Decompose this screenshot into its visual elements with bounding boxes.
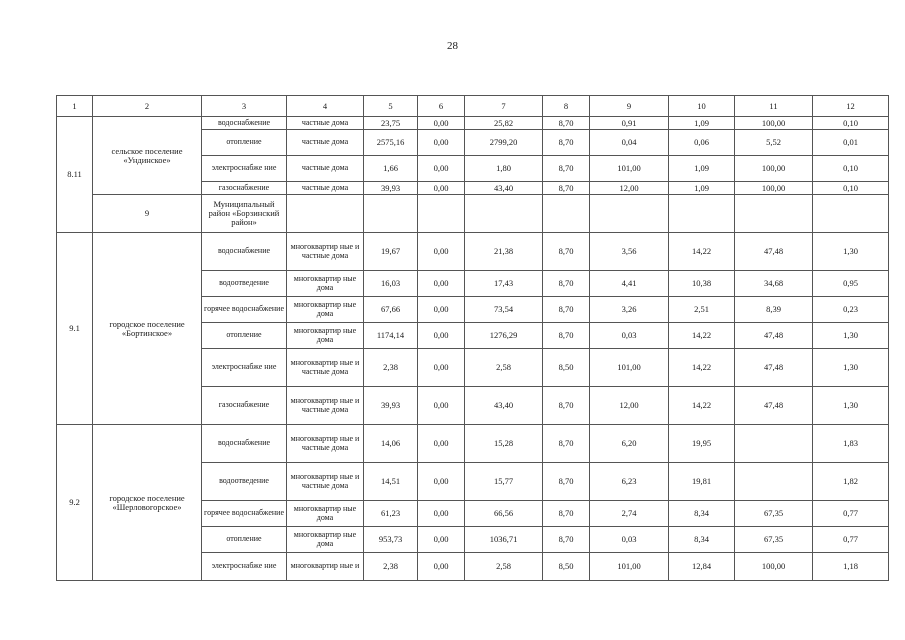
value-cell	[543, 195, 590, 233]
building-type-cell: многоквартир ные и частные дома	[287, 387, 364, 425]
service-cell: электроснабже ние	[202, 156, 287, 182]
data-table	[56, 95, 889, 581]
building-type-cell: частные дома	[287, 156, 364, 182]
service-cell: отопление	[202, 130, 287, 156]
row-number-cell: 9	[93, 195, 202, 233]
value-cell: 0,00	[418, 271, 465, 297]
building-type-cell: многоквартир ные и частные дома	[287, 463, 364, 501]
page-number: 28	[447, 40, 458, 52]
value-cell: 0,06	[669, 130, 735, 156]
value-cell: 2,38	[364, 553, 418, 581]
value-cell: 100,00	[735, 117, 813, 130]
value-cell: 14,22	[669, 387, 735, 425]
value-cell: 100,00	[735, 553, 813, 581]
service-cell: электроснабже ние	[202, 349, 287, 387]
building-type-cell: многоквартир ные дома	[287, 323, 364, 349]
value-cell: 43,40	[465, 182, 543, 195]
value-cell: 8,70	[543, 323, 590, 349]
column-header: 8	[543, 96, 590, 117]
building-type-cell: многоквартир ные дома	[287, 501, 364, 527]
value-cell: 8,34	[669, 501, 735, 527]
value-cell: 8,70	[543, 182, 590, 195]
value-cell: 0,10	[813, 182, 889, 195]
value-cell	[813, 195, 889, 233]
table-row	[57, 233, 889, 271]
value-cell: 1036,71	[465, 527, 543, 553]
table-row	[57, 117, 889, 130]
value-cell: 23,75	[364, 117, 418, 130]
value-cell: 0,00	[418, 117, 465, 130]
value-cell: 39,93	[364, 387, 418, 425]
value-cell: 1,83	[813, 425, 889, 463]
value-cell: 1,30	[813, 349, 889, 387]
value-cell: 0,00	[418, 349, 465, 387]
value-cell	[735, 195, 813, 233]
value-cell: 0,95	[813, 271, 889, 297]
value-cell: 8,70	[543, 387, 590, 425]
value-cell: 3,26	[590, 297, 669, 323]
value-cell: 19,81	[669, 463, 735, 501]
value-cell: 0,04	[590, 130, 669, 156]
value-cell: 8,70	[543, 463, 590, 501]
service-cell: газоснабжение	[202, 182, 287, 195]
value-cell: 0,00	[418, 425, 465, 463]
value-cell: 101,00	[590, 349, 669, 387]
value-cell: 3,56	[590, 233, 669, 271]
building-type-cell: многоквартир ные и частные дома	[287, 349, 364, 387]
value-cell: 1,82	[813, 463, 889, 501]
service-cell: отопление	[202, 527, 287, 553]
value-cell: 17,43	[465, 271, 543, 297]
value-cell: 2,51	[669, 297, 735, 323]
table-header-row	[57, 96, 889, 117]
value-cell: 39,93	[364, 182, 418, 195]
value-cell: 1276,29	[465, 323, 543, 349]
value-cell: 100,00	[735, 182, 813, 195]
value-cell: 47,48	[735, 387, 813, 425]
value-cell: 1,30	[813, 323, 889, 349]
building-type-cell: многоквартир ные дома	[287, 527, 364, 553]
value-cell: 19,67	[364, 233, 418, 271]
value-cell: 12,00	[590, 182, 669, 195]
value-cell: 100,00	[735, 156, 813, 182]
value-cell	[735, 463, 813, 501]
value-cell: 1,09	[669, 156, 735, 182]
service-cell: водоснабжение	[202, 233, 287, 271]
value-cell: 6,20	[590, 425, 669, 463]
column-header: 10	[669, 96, 735, 117]
value-cell: 43,40	[465, 387, 543, 425]
building-type-cell: многоквартир ные и частные дома	[287, 425, 364, 463]
value-cell: 8,70	[543, 130, 590, 156]
value-cell: 0,00	[418, 553, 465, 581]
settlement-cell: городское поселение «Бортинское»	[93, 233, 202, 425]
value-cell: 67,35	[735, 501, 813, 527]
table-row	[57, 425, 889, 463]
service-cell: водоотведение	[202, 463, 287, 501]
row-number-cell: 9.1	[57, 233, 93, 425]
value-cell: 0,23	[813, 297, 889, 323]
value-cell: 1,80	[465, 156, 543, 182]
value-cell: 0,03	[590, 323, 669, 349]
value-cell: 8,70	[543, 425, 590, 463]
value-cell: 14,22	[669, 323, 735, 349]
service-cell: электроснабже ние	[202, 553, 287, 581]
value-cell: 8,50	[543, 553, 590, 581]
value-cell: 1,18	[813, 553, 889, 581]
settlement-cell: сельское поселение «Ундинское»	[93, 117, 202, 195]
value-cell	[418, 195, 465, 233]
settlement-cell: городское поселение «Шерловогорское»	[93, 425, 202, 581]
value-cell: 1,09	[669, 117, 735, 130]
building-type-cell: многоквартир ные дома	[287, 271, 364, 297]
value-cell: 101,00	[590, 553, 669, 581]
service-cell	[287, 195, 364, 233]
value-cell: 8,70	[543, 527, 590, 553]
service-cell: горячее водоснабжение	[202, 501, 287, 527]
value-cell: 21,38	[465, 233, 543, 271]
service-cell: газоснабжение	[202, 387, 287, 425]
value-cell: 101,00	[590, 156, 669, 182]
value-cell: 0,10	[813, 156, 889, 182]
value-cell: 8,70	[543, 297, 590, 323]
value-cell	[590, 195, 669, 233]
value-cell: 73,54	[465, 297, 543, 323]
value-cell: 15,28	[465, 425, 543, 463]
value-cell: 2575,16	[364, 130, 418, 156]
row-number-cell: 8.11	[57, 117, 93, 233]
value-cell: 19,95	[669, 425, 735, 463]
value-cell: 16,03	[364, 271, 418, 297]
value-cell: 5,52	[735, 130, 813, 156]
value-cell: 47,48	[735, 323, 813, 349]
value-cell: 61,23	[364, 501, 418, 527]
building-type-cell: многоквартир ные и частные дома	[287, 233, 364, 271]
service-cell: водоснабжение	[202, 425, 287, 463]
value-cell: 0,00	[418, 130, 465, 156]
value-cell: 1,30	[813, 233, 889, 271]
column-header: 4	[287, 96, 364, 117]
value-cell: 8,70	[543, 233, 590, 271]
value-cell: 15,77	[465, 463, 543, 501]
column-header: 12	[813, 96, 889, 117]
value-cell	[465, 195, 543, 233]
value-cell: 0,00	[418, 463, 465, 501]
value-cell: 14,06	[364, 425, 418, 463]
value-cell: 12,00	[590, 387, 669, 425]
value-cell: 1174,14	[364, 323, 418, 349]
value-cell: 2,58	[465, 553, 543, 581]
column-header: 6	[418, 96, 465, 117]
column-header: 9	[590, 96, 669, 117]
column-header: 11	[735, 96, 813, 117]
value-cell: 66,56	[465, 501, 543, 527]
value-cell: 0,00	[418, 297, 465, 323]
value-cell: 1,30	[813, 387, 889, 425]
column-header: 1	[57, 96, 93, 117]
value-cell: 2,38	[364, 349, 418, 387]
value-cell: 14,51	[364, 463, 418, 501]
value-cell: 2799,20	[465, 130, 543, 156]
value-cell: 8,70	[543, 501, 590, 527]
value-cell: 67,66	[364, 297, 418, 323]
value-cell: 2,74	[590, 501, 669, 527]
value-cell: 4,41	[590, 271, 669, 297]
value-cell: 6,23	[590, 463, 669, 501]
service-cell: водоснабжение	[202, 117, 287, 130]
value-cell: 12,84	[669, 553, 735, 581]
value-cell	[735, 425, 813, 463]
value-cell: 47,48	[735, 233, 813, 271]
service-cell: горячее водоснабжение	[202, 297, 287, 323]
value-cell: 67,35	[735, 527, 813, 553]
value-cell: 47,48	[735, 349, 813, 387]
column-header: 2	[93, 96, 202, 117]
value-cell: 14,22	[669, 349, 735, 387]
building-type-cell: многоквартир ные и	[287, 553, 364, 581]
value-cell: 14,22	[669, 233, 735, 271]
value-cell: 1,09	[669, 182, 735, 195]
column-header: 3	[202, 96, 287, 117]
value-cell: 0,00	[418, 233, 465, 271]
value-cell: 0,77	[813, 527, 889, 553]
table-row	[57, 195, 889, 233]
value-cell: 953,73	[364, 527, 418, 553]
value-cell: 8,50	[543, 349, 590, 387]
value-cell: 8,70	[543, 271, 590, 297]
value-cell: 0,77	[813, 501, 889, 527]
row-number-cell: 9.2	[57, 425, 93, 581]
value-cell: 1,66	[364, 156, 418, 182]
value-cell: 8,34	[669, 527, 735, 553]
value-cell: 0,01	[813, 130, 889, 156]
building-type-cell: частные дома	[287, 182, 364, 195]
value-cell	[669, 195, 735, 233]
column-header: 5	[364, 96, 418, 117]
column-header: 7	[465, 96, 543, 117]
value-cell: 34,68	[735, 271, 813, 297]
building-type-cell: частные дома	[287, 130, 364, 156]
building-type-cell	[364, 195, 418, 233]
value-cell: 8,70	[543, 117, 590, 130]
value-cell: 8,39	[735, 297, 813, 323]
value-cell: 2,58	[465, 349, 543, 387]
value-cell: 8,70	[543, 156, 590, 182]
value-cell: 0,00	[418, 387, 465, 425]
value-cell: 0,03	[590, 527, 669, 553]
service-cell: отопление	[202, 323, 287, 349]
value-cell: 10,38	[669, 271, 735, 297]
value-cell: 0,00	[418, 182, 465, 195]
value-cell: 25,82	[465, 117, 543, 130]
value-cell: 0,10	[813, 117, 889, 130]
building-type-cell: частные дома	[287, 117, 364, 130]
value-cell: 0,00	[418, 323, 465, 349]
service-cell: водоотведение	[202, 271, 287, 297]
value-cell: 0,00	[418, 527, 465, 553]
building-type-cell: многоквартир ные дома	[287, 297, 364, 323]
value-cell: 0,91	[590, 117, 669, 130]
value-cell: 0,00	[418, 501, 465, 527]
settlement-cell: Муниципальный район «Борзинский район»	[202, 195, 287, 233]
value-cell: 0,00	[418, 156, 465, 182]
